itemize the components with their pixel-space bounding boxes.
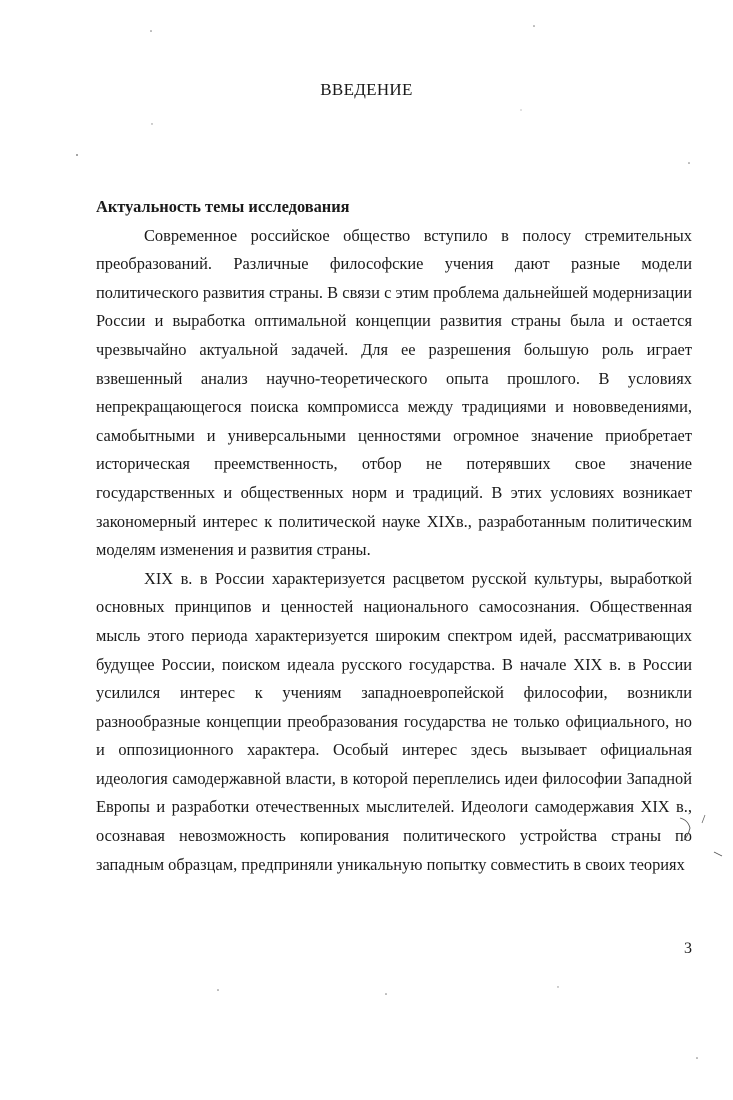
scan-speck [688,162,690,164]
page-number: 3 [684,940,692,957]
scan-speck [217,989,219,991]
section-heading: Актуальность темы исследования [96,197,350,216]
scan-speck [76,154,78,156]
scan-speck [533,25,535,27]
scan-speck [520,109,521,110]
scan-speck [151,123,152,124]
pen-mark [702,815,705,823]
page-title: ВВЕДЕНИЕ [320,80,413,99]
scan-speck [557,986,558,987]
scan-speck [150,30,152,32]
paragraph-1: Современное российское общество вступило в полосу стремительных преобразований. Различные философские учения дают разные модели политического развития страны. В связи с этим проблема дальнейшей модернизации России и выработка оптимальной концепции развития страны была и остается чрезвычайно актуальной задачей. Для ее разрешения большую роль играет взвешенный анализ научно-теоретического опыта прошлого. В условиях непрекращающегося поиска компромисса между традициями и нововведениями, самобытными и универсальными ценностями огромное значение приобретает историческая преемственность, отбор не потерявших свое значение государственных и общественных норм и традиций. В этих условиях возникает закономерный интерес к политической науке XIXв., разработанным политическим моделям изменения и развития страны. [96,225,692,560]
body-text [96,193,692,879]
scan-speck [385,993,387,995]
pen-mark [714,852,722,856]
paragraph-2: XIX в. в России характеризуется расцветом русской культуры, выработкой основных принципов и ценностей национального самосознания. Общественная мысль этого периода характеризуется широким спектром идей, рассматривающих будущее России, поиском идеала русского государства. В начале XIX в. в России усилился интерес к учениям западноевропейской философии, возникли разнообразные концепции преобразования государства не только официального, но и оппозиционного характера. Особый интерес здесь вызывает официальная идеология самодержавной власти, в которой переплелись идеи философии Западной Европы и разработки отечественных мыслителей. Идеологи самодержавия XIX в., осознавая невозможность копирования политического устройства страны по западным образцам, предприняли уникальную попытку совместить в своих теориях [96,568,692,874]
scan-speck [696,1057,698,1059]
